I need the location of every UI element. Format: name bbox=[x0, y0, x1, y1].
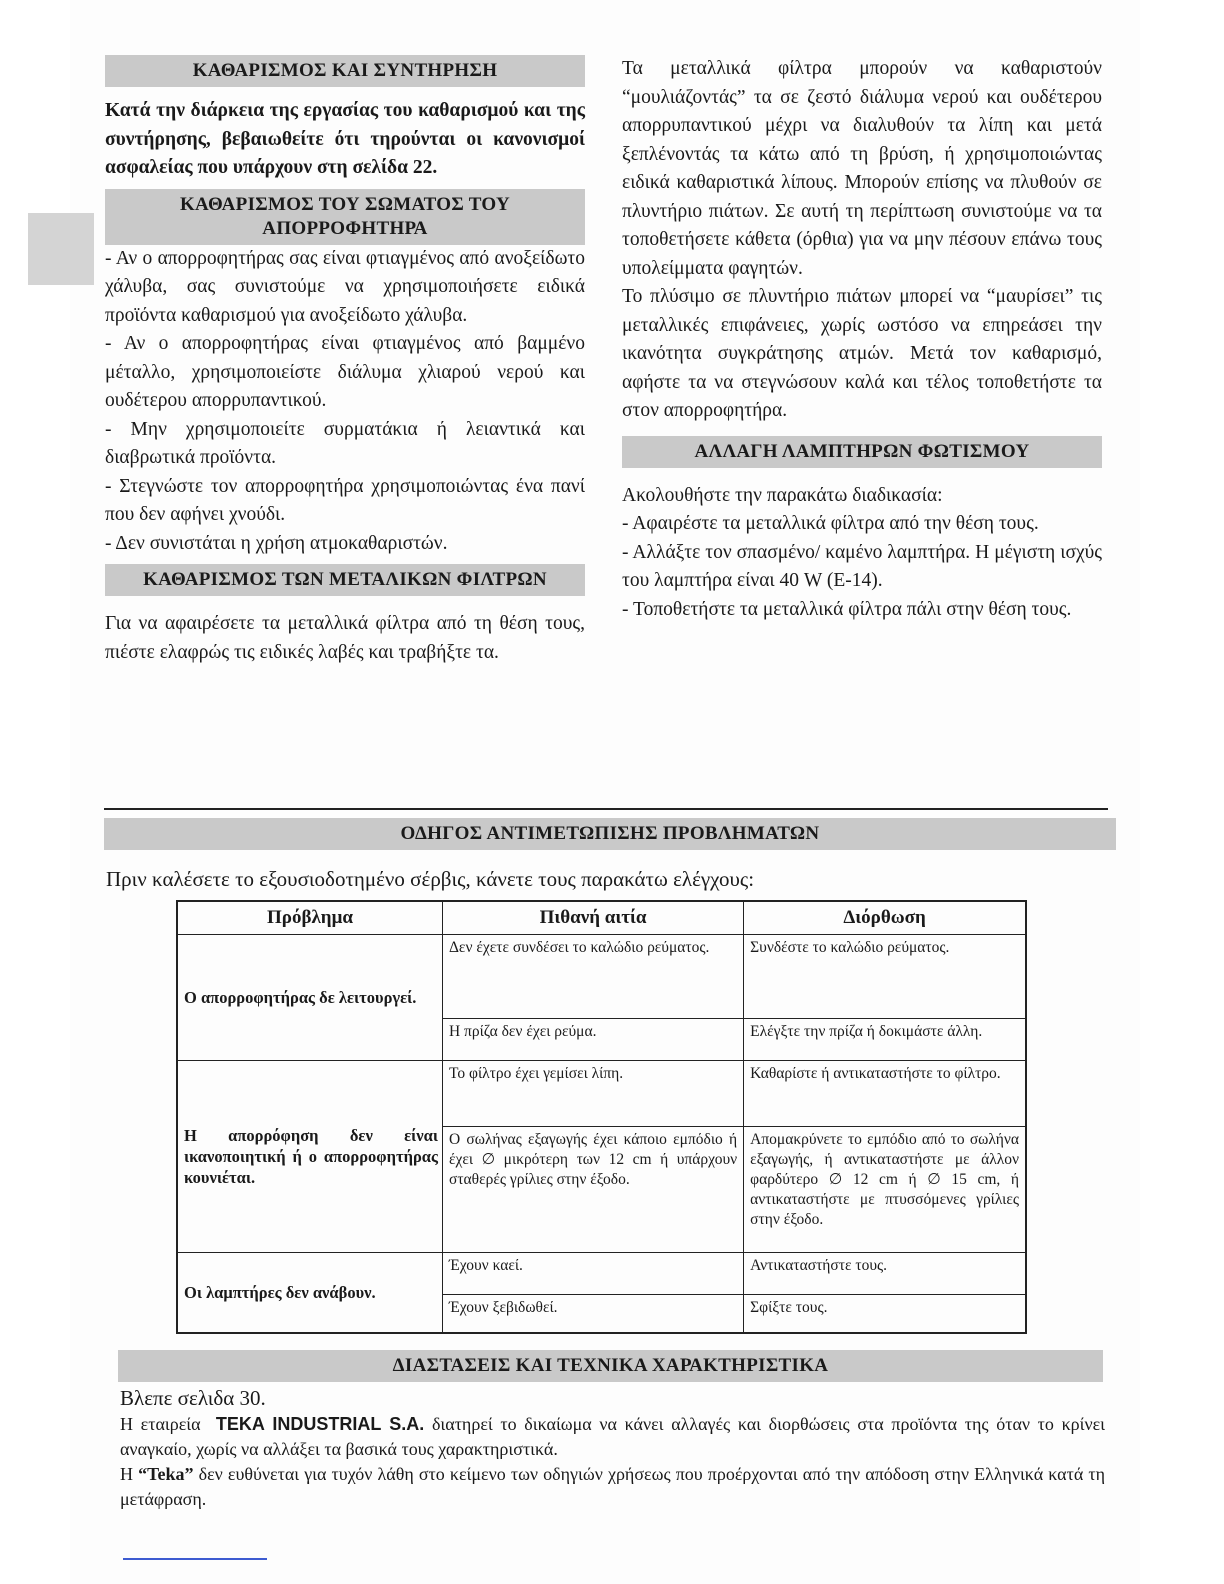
dishwasher-note: Το πλύσιμο σε πλυντήριο πιάτων μπορεί να “μαυρίσει” τις μεταλλικές επιφάνειες, χωρίς ωστόσο να επηρεάσει την ικανότητα συγκράτησης ατμών. Μετά τον καθαρισμό, αφήστε τα να στεγνώσουν καλά και τέλος τοποθετήστε τα στον απορροφητήρα. bbox=[622, 286, 1102, 421]
teka-pre: Η bbox=[120, 1464, 133, 1484]
table-row bbox=[177, 1061, 1026, 1127]
fix-cell: Απομακρύνετε το εμπόδιο από το σωλήνα εξαγωγής, ή αντικαταστήστε με άλλον φαρδύτερο ∅ 12 cm ή ∅ 15 cm, ή αντικαταστήστε με πτυσσόμενες γρίλιες στην έξοδο. bbox=[744, 1127, 1026, 1253]
company-rights-note bbox=[120, 1412, 1105, 1462]
fix-cell: Σφίξτε τους. bbox=[744, 1295, 1026, 1333]
table-row bbox=[177, 935, 1026, 1019]
see-page-note: Βλεπε σελιδα 30. bbox=[120, 1386, 266, 1410]
safety-note: Κατά την διάρκεια της εργασίας του καθαρισμού και της συντήρησης, βεβαιωθείτε ότι τηρούνται οι κανονισμοί ασφαλείας που υπάρχουν στη σελίδα 22. bbox=[105, 100, 585, 178]
heading-cleaning-body-line1: ΚΑΘΑΡΙΣΜΟΣ ΤΟΥ ΣΩΜΑΤΟΣ ΤΟΥ bbox=[179, 193, 511, 215]
heading-troubleshooting: ΟΔΗΓΟΣ ΑΝΤΙΜΕΤΩΠΙΣΗΣ ΠΡΟΒΛΗΜΑΤΩΝ bbox=[104, 818, 1116, 850]
troubleshooting-table bbox=[176, 900, 1027, 1334]
cause-cell: Έχουν καεί. bbox=[442, 1253, 743, 1295]
body-item: - Δεν συνιστάται η χρήση ατμοκαθαριστών. bbox=[105, 532, 448, 554]
cause-cell: Το φίλτρο έχει γεμίσει λίπη. bbox=[442, 1061, 743, 1127]
heading-cleaning-body-line2: ΑΠΟΡΡΟΦΗΤΗΡΑ bbox=[262, 217, 428, 239]
heading-lamp-replacement: ΑΛΛΑΓΗ ΛΑΜΠΤΗΡΩΝ ΦΩΤΙΣΜΟΥ bbox=[622, 436, 1102, 468]
lamp-step: - Τοποθετήστε τα μεταλλικά φίλτρα πάλι στην θέση τους. bbox=[622, 598, 1072, 620]
company-pre: Η εταιρεία bbox=[120, 1414, 201, 1434]
heading-dimensions-specs: ΔΙΑΣΤΑΣΕΙΣ ΚΑΙ ΤΕΧΝΙΚΑ ΧΑΡΑΚΤΗΡΙΣΤΙΚΑ bbox=[118, 1350, 1103, 1382]
left-column bbox=[105, 55, 585, 667]
side-tab-marker bbox=[28, 213, 94, 285]
right-column bbox=[622, 55, 1102, 624]
heading-cleaning-body bbox=[105, 189, 585, 245]
cause-cell: Δεν έχετε συνδέσει το καλώδιο ρεύματος. bbox=[442, 935, 743, 1019]
lamp-step: - Αλλάξτε τον σπασμένο/ καμένο λαμπτήρα. Η μέγιστη ισχύς του λαμπτήρα είναι 40 W (E-14). bbox=[622, 541, 1102, 591]
cause-cell: Έχουν ξεβιδωθεί. bbox=[442, 1295, 743, 1333]
column-header-problem: Πρόβλημα bbox=[177, 901, 442, 935]
company-post: διατηρεί το δικαίωμα να κάνει αλλαγές και διορθώσεις στα προϊόντα της όταν το κρίνει αναγκαίο, χωρίς να αλλάξει τα βασικά τους χαρακτηριστικά. bbox=[120, 1414, 1106, 1459]
filters-removal-text: Για να αφαιρέσετε τα μεταλλικά φίλτρα από τη θέση τους, πιέστε ελαφρώς τις ειδικές λαβές και τραβήξτε τα. bbox=[105, 613, 585, 663]
table-header-row bbox=[177, 901, 1026, 935]
heading-cleaning-maintenance: ΚΑΘΑΡΙΣΜΟΣ ΚΑΙ ΣΥΝΤΗΡΗΣΗ bbox=[105, 55, 585, 87]
lamps-intro: Ακολουθήστε την παρακάτω διαδικασία: bbox=[622, 484, 943, 506]
footer-line bbox=[123, 1558, 267, 1560]
column-header-fix: Διόρθωση bbox=[744, 901, 1026, 935]
teka-name: “Teka” bbox=[138, 1464, 194, 1484]
section-divider bbox=[104, 808, 1108, 810]
table-row bbox=[177, 1253, 1026, 1295]
fix-cell: Συνδέστε το καλώδιο ρεύματος. bbox=[744, 935, 1026, 1019]
lamp-step: - Αφαιρέστε τα μεταλλικά φίλτρα από την θέση τους. bbox=[622, 513, 1039, 534]
troubleshooting-intro: Πριν καλέσετε το εξουσιοδοτημένο σέρβις, κάνετε τους παρακάτω ελέγχους: bbox=[106, 867, 755, 891]
fix-cell: Αντικαταστήστε τους. bbox=[744, 1253, 1026, 1295]
fix-cell: Καθαρίστε ή αντικαταστήστε το φίλτρο. bbox=[744, 1061, 1026, 1127]
company-name: TEKA INDUSTRIAL S.A. bbox=[215, 1414, 425, 1434]
problem-cell: Η απορρόφηση δεν είναι ικανοποιητική ή ο απορροφητήρας κουνιέται. bbox=[177, 1061, 442, 1253]
body-item: - Αν ο απορροφητήρας σας είναι φτιαγμένος από ανοξείδωτο χάλυβα, σας συνιστούμε να χρησιμοποιήσετε ειδικά προϊόντα καθαρισμού για ανοξείδωτο χάλυβα. bbox=[105, 247, 585, 326]
body-item: - Στεγνώστε τον απορροφητήρα χρησιμοποιώντας ένα πανί που δεν αφήνει χνούδι. bbox=[105, 475, 585, 525]
specs-footer bbox=[120, 1384, 1105, 1512]
teka-post: δεν ευθύνεται για τυχόν λάθη στο κείμενο των οδηγιών χρήσεως που προέρχονται από την απόδοση στην Ελληνικά κατά τη μετάφραση. bbox=[120, 1464, 1106, 1509]
cause-cell: Ο σωλήνας εξαγωγής έχει κάποιο εμπόδιο ή έχει ∅ μικρότερη των 12 cm ή υπάρχουν σταθερές γρίλιες στην έξοδο. bbox=[442, 1127, 743, 1253]
heading-cleaning-filters: ΚΑΘΑΡΙΣΜΟΣ ΤΩΝ ΜΕΤΑΛΙΚΩΝ ΦΙΛΤΡΩΝ bbox=[105, 564, 585, 596]
body-item: - Μην χρησιμοποιείτε συρματάκια ή λειαντικά και διαβρωτικά προϊόντα. bbox=[105, 418, 585, 468]
filters-washing-text: Τα μεταλλικά φίλτρα μπορούν να καθαριστούν “μουλιάζοντάς” τα σε ζεστό διάλυμα νερού και ουδέτερου απορρυπαντικού μέχρι να διαλυθούν τα λίπη και μετά ξεπλένοντάς τα κάτω από τη βρύση, ή χρησιμοποιώντας ειδικά καθαριστικά λίπους. Μπορούν επίσης να πλυθούν σε πλυντήριο πιάτων. Σε αυτή τη περίπτωση συνιστούμε να τα τοποθετήσετε κάθετα (όρθια) για να μην πέσουν επάνω τους υπολείμματα φαγητών. bbox=[622, 58, 1102, 279]
problem-cell: Ο απορροφητήρας δε λειτουργεί. bbox=[177, 935, 442, 1061]
body-item: - Αν ο απορροφητήρας είναι φτιαγμένος από βαμμένο μέταλλο, χρησιμοποιείστε διάλυμα χλιαρού νερού και ουδέτερου απορρυπαντικού. bbox=[105, 333, 585, 411]
column-header-cause: Πιθανή αιτία bbox=[442, 901, 743, 935]
fix-cell: Ελέγξτε την πρίζα ή δοκιμάστε άλλη. bbox=[744, 1019, 1026, 1061]
cause-cell: Η πρίζα δεν έχει ρεύμα. bbox=[442, 1019, 743, 1061]
problem-cell: Οι λαμπτήρες δεν ανάβουν. bbox=[177, 1253, 442, 1333]
translation-disclaimer bbox=[120, 1462, 1105, 1512]
